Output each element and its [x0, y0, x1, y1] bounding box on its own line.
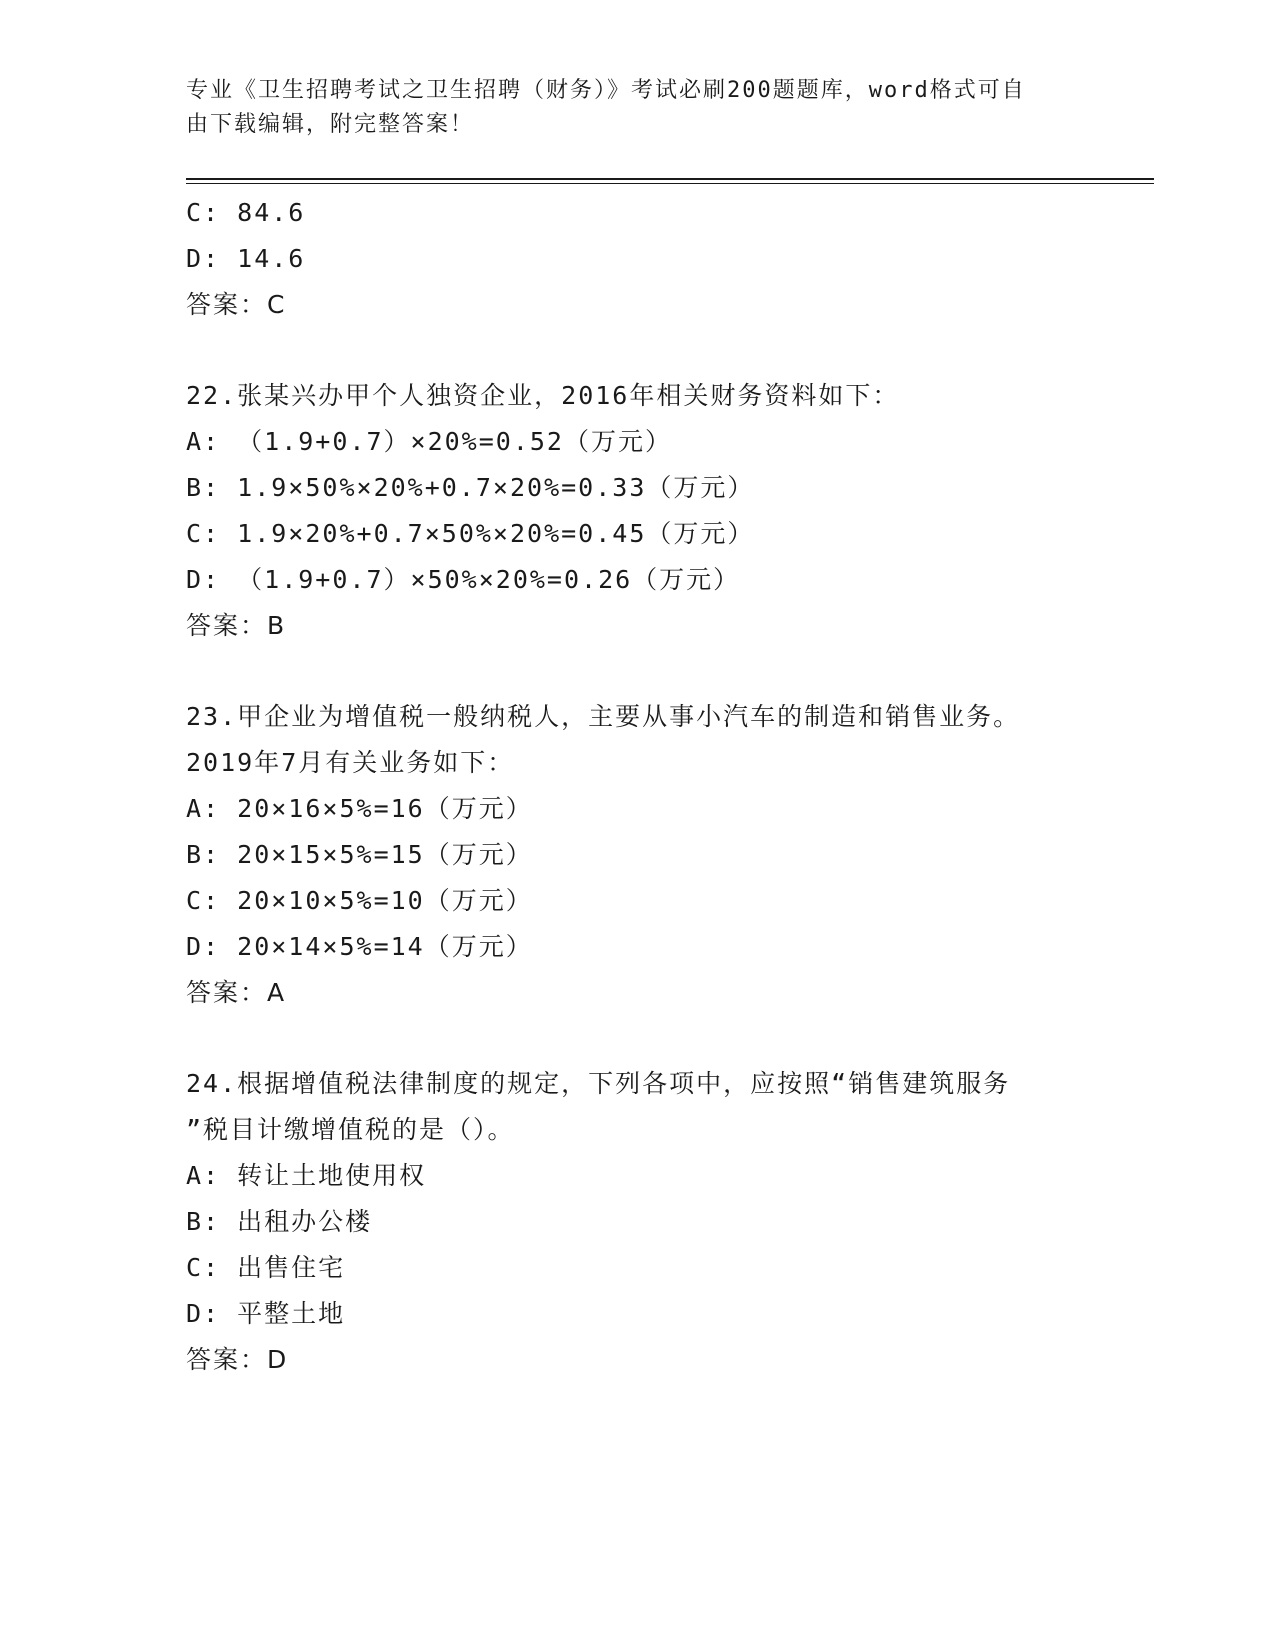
option-b: B: 1.9×50%×20%+0.7×20%=0.33（万元） [186, 473, 755, 502]
question-number: 23. [186, 702, 238, 731]
answer-line: 答案：D [186, 1345, 289, 1374]
option-c: C: 84.6 [186, 198, 306, 227]
spacer [186, 328, 1126, 373]
question-24 [186, 1061, 1126, 1383]
option-b: B: 20×15×5%=15（万元） [186, 840, 533, 869]
option-c: C: 1.9×20%+0.7×50%×20%=0.45（万元） [186, 519, 755, 548]
question-text: 甲企业为增值税一般纳税人，主要从事小汽车的制造和销售业务。 [237, 702, 1021, 731]
option-c: C: 出售住宅 [186, 1253, 346, 1282]
question-stem [186, 694, 1126, 740]
option-b: B: 出租办公楼 [186, 1207, 373, 1236]
question-23 [186, 694, 1126, 1016]
question-number: 22. [186, 381, 238, 410]
question-stem [186, 1061, 1126, 1107]
question-22 [186, 373, 1126, 649]
question-text: 根据增值税法律制度的规定，下列各项中，应按照“销售建筑服务 [237, 1069, 1011, 1098]
question-stem-continued: 2019年7月有关业务如下： [186, 748, 515, 777]
spacer [186, 649, 1126, 694]
header-line-2: 由下载编辑，附完整答案！ [186, 112, 475, 137]
answer-line: 答案：C [186, 290, 287, 319]
header-divider-thin [186, 183, 1154, 184]
option-d: D: （1.9+0.7）×50%×20%=0.26（万元） [186, 565, 741, 594]
option-a: A: （1.9+0.7）×20%=0.52（万元） [186, 427, 672, 456]
question-number: 24. [186, 1069, 238, 1098]
option-c: C: 20×10×5%=10（万元） [186, 886, 533, 915]
option-d: D: 14.6 [186, 244, 306, 273]
answer-line: 答案：A [186, 978, 287, 1007]
spacer [186, 1016, 1126, 1061]
question-stem [186, 373, 1126, 419]
document-header [186, 74, 1066, 142]
option-d: D: 平整土地 [186, 1299, 346, 1328]
question-21-tail [186, 190, 1126, 328]
option-d: D: 20×14×5%=14（万元） [186, 932, 533, 961]
header-divider-thick [186, 178, 1154, 180]
question-list [186, 190, 1126, 1383]
option-a: A: 20×16×5%=16（万元） [186, 794, 533, 823]
option-a: A: 转让土地使用权 [186, 1161, 427, 1190]
question-text: 张某兴办甲个人独资企业，2016年相关财务资料如下： [237, 381, 900, 410]
answer-line: 答案：B [186, 611, 287, 640]
question-stem-continued: ”税目计缴增值税的是（）。 [186, 1115, 515, 1144]
header-line-1: 专业《卫生招聘考试之卫生招聘（财务）》考试必刷200题题库，word格式可自 [186, 78, 1026, 103]
